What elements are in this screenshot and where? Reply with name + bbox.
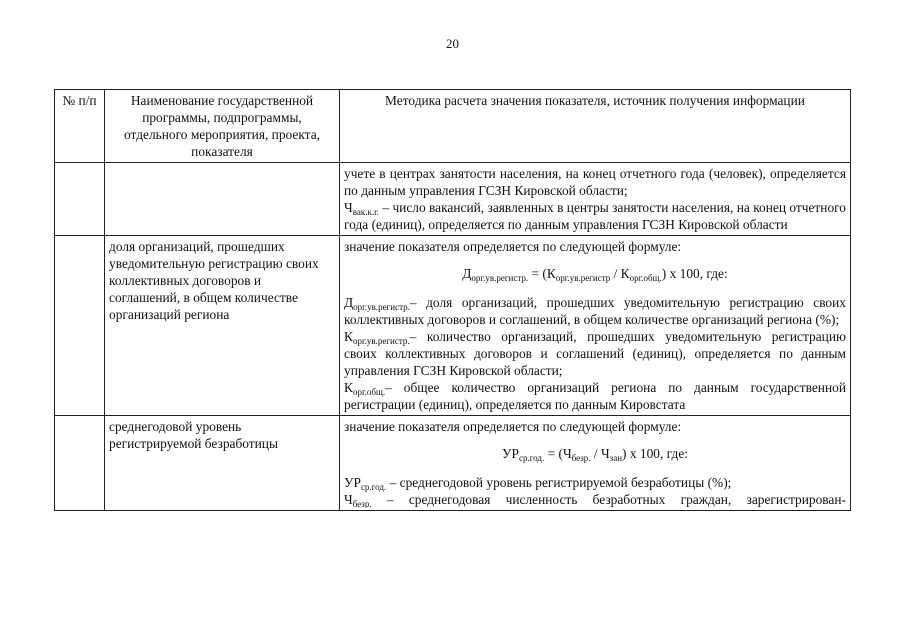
- formula-lhs: УР: [502, 446, 519, 461]
- indicator-table: [54, 89, 851, 511]
- row2-formula: [344, 265, 846, 282]
- formula-lhs: Д: [462, 266, 472, 281]
- ch-subscript: безр.: [352, 499, 372, 508]
- formula-div: / К: [610, 266, 630, 281]
- var-symbol: Ч: [344, 200, 353, 215]
- formula-lhs-sub: ср.год.: [518, 453, 545, 463]
- header-name: Наименование государственной программы, подпрограммы, отдельного мероприятия, проекта, показателя: [105, 90, 340, 163]
- formula-tail: ) х 100, где:: [622, 446, 688, 461]
- row3-intro: значение показателя определяется по следующей формуле:: [344, 419, 682, 434]
- k1-symbol: К: [344, 329, 353, 344]
- row2-d-definition: [344, 294, 846, 328]
- row1-name-cell: [105, 163, 340, 236]
- row1-line1: учете в центрах занятости населения, на конец отчетного года (человек), определяется по данным управления ГСЗН Кировской области;: [344, 166, 846, 198]
- ur-text: – среднегодовой уровень регистрируемой безработицы (%);: [386, 475, 732, 490]
- formula-eq: = (К: [528, 266, 556, 281]
- header-method: Методика расчета значения показателя, источник получения информации: [340, 90, 851, 163]
- table-row: [55, 163, 851, 236]
- row2-intro: значение показателя определяется по следующей формуле:: [344, 239, 682, 254]
- formula-lhs-sub: орг.ув.регистр.: [471, 273, 529, 283]
- table-row: [55, 416, 851, 511]
- row2-k2-definition: [344, 379, 846, 413]
- formula-c2-sub: зан: [609, 453, 623, 463]
- row1-method-cell: [340, 163, 851, 236]
- row3-method-cell: [340, 416, 851, 511]
- formula-k1-sub: орг.ув.регистр: [555, 273, 611, 283]
- row2-number-cell: [55, 236, 105, 416]
- header-number: № п/п: [55, 90, 105, 163]
- var-text: – число вакансий, заявленных в центры занятости населения, на конец отчетного года (единиц), определяется по данным управления ГСЗН Кировской области: [344, 200, 846, 232]
- d-text: – доля организаций, прошедших уведомительную регистрацию своих коллективных договоров и соглашений, в общем количестве организаций региона (%);: [344, 295, 846, 327]
- var-subscript: вак.к.г.: [352, 207, 379, 217]
- table-row: [55, 236, 851, 416]
- row2-name-cell: доля организаций, прошедших уведомительную регистрацию своих коллективных договоров и соглашений, в общем количестве организаций региона: [105, 236, 340, 416]
- formula-eq: = (Ч: [544, 446, 572, 461]
- row3-ur-definition: [344, 474, 846, 491]
- row2-method-cell: [340, 236, 851, 416]
- row3-name-cell: среднегодовой уровень регистрируемой безработицы: [105, 416, 340, 511]
- row3-number-cell: [55, 416, 105, 511]
- ch-symbol: Ч: [344, 492, 353, 507]
- k2-symbol: К: [344, 380, 353, 395]
- page-number: 20: [446, 36, 459, 51]
- k2-subscript: орг.общ.: [352, 387, 386, 397]
- table-header-row: [55, 90, 851, 163]
- d-subscript: орг.ув.регистр.: [353, 302, 410, 312]
- row3-formula: [344, 445, 846, 462]
- ur-symbol: УР: [344, 475, 361, 490]
- row1-var-definition: [344, 199, 846, 233]
- formula-div: / Ч: [590, 446, 610, 461]
- row3-ch-definition: [344, 491, 846, 508]
- row1-number-cell: [55, 163, 105, 236]
- row2-k1-definition: [344, 328, 846, 379]
- k1-text: – количество организаций, прошедших уведомительную регистрацию своих коллективных договоров и соглашений (единиц), определяется по данным управления ГСЗН Кировской области;: [344, 329, 846, 378]
- ur-subscript: ср.год.: [360, 482, 387, 492]
- ch-text: – среднегодовая численность безработных граждан, зарегистрирован-: [371, 492, 846, 507]
- formula-k2-sub: орг.общ.: [629, 273, 662, 283]
- k2-text: – общее количество организаций региона по данным государственной регистрации (единиц), определяется по данным Кировстата: [344, 380, 846, 412]
- k1-subscript: орг.ув.регистр.: [352, 336, 410, 346]
- d-symbol: Д: [344, 295, 354, 310]
- formula-c1-sub: безр.: [571, 453, 591, 463]
- formula-tail: ) х 100, где:: [661, 266, 728, 281]
